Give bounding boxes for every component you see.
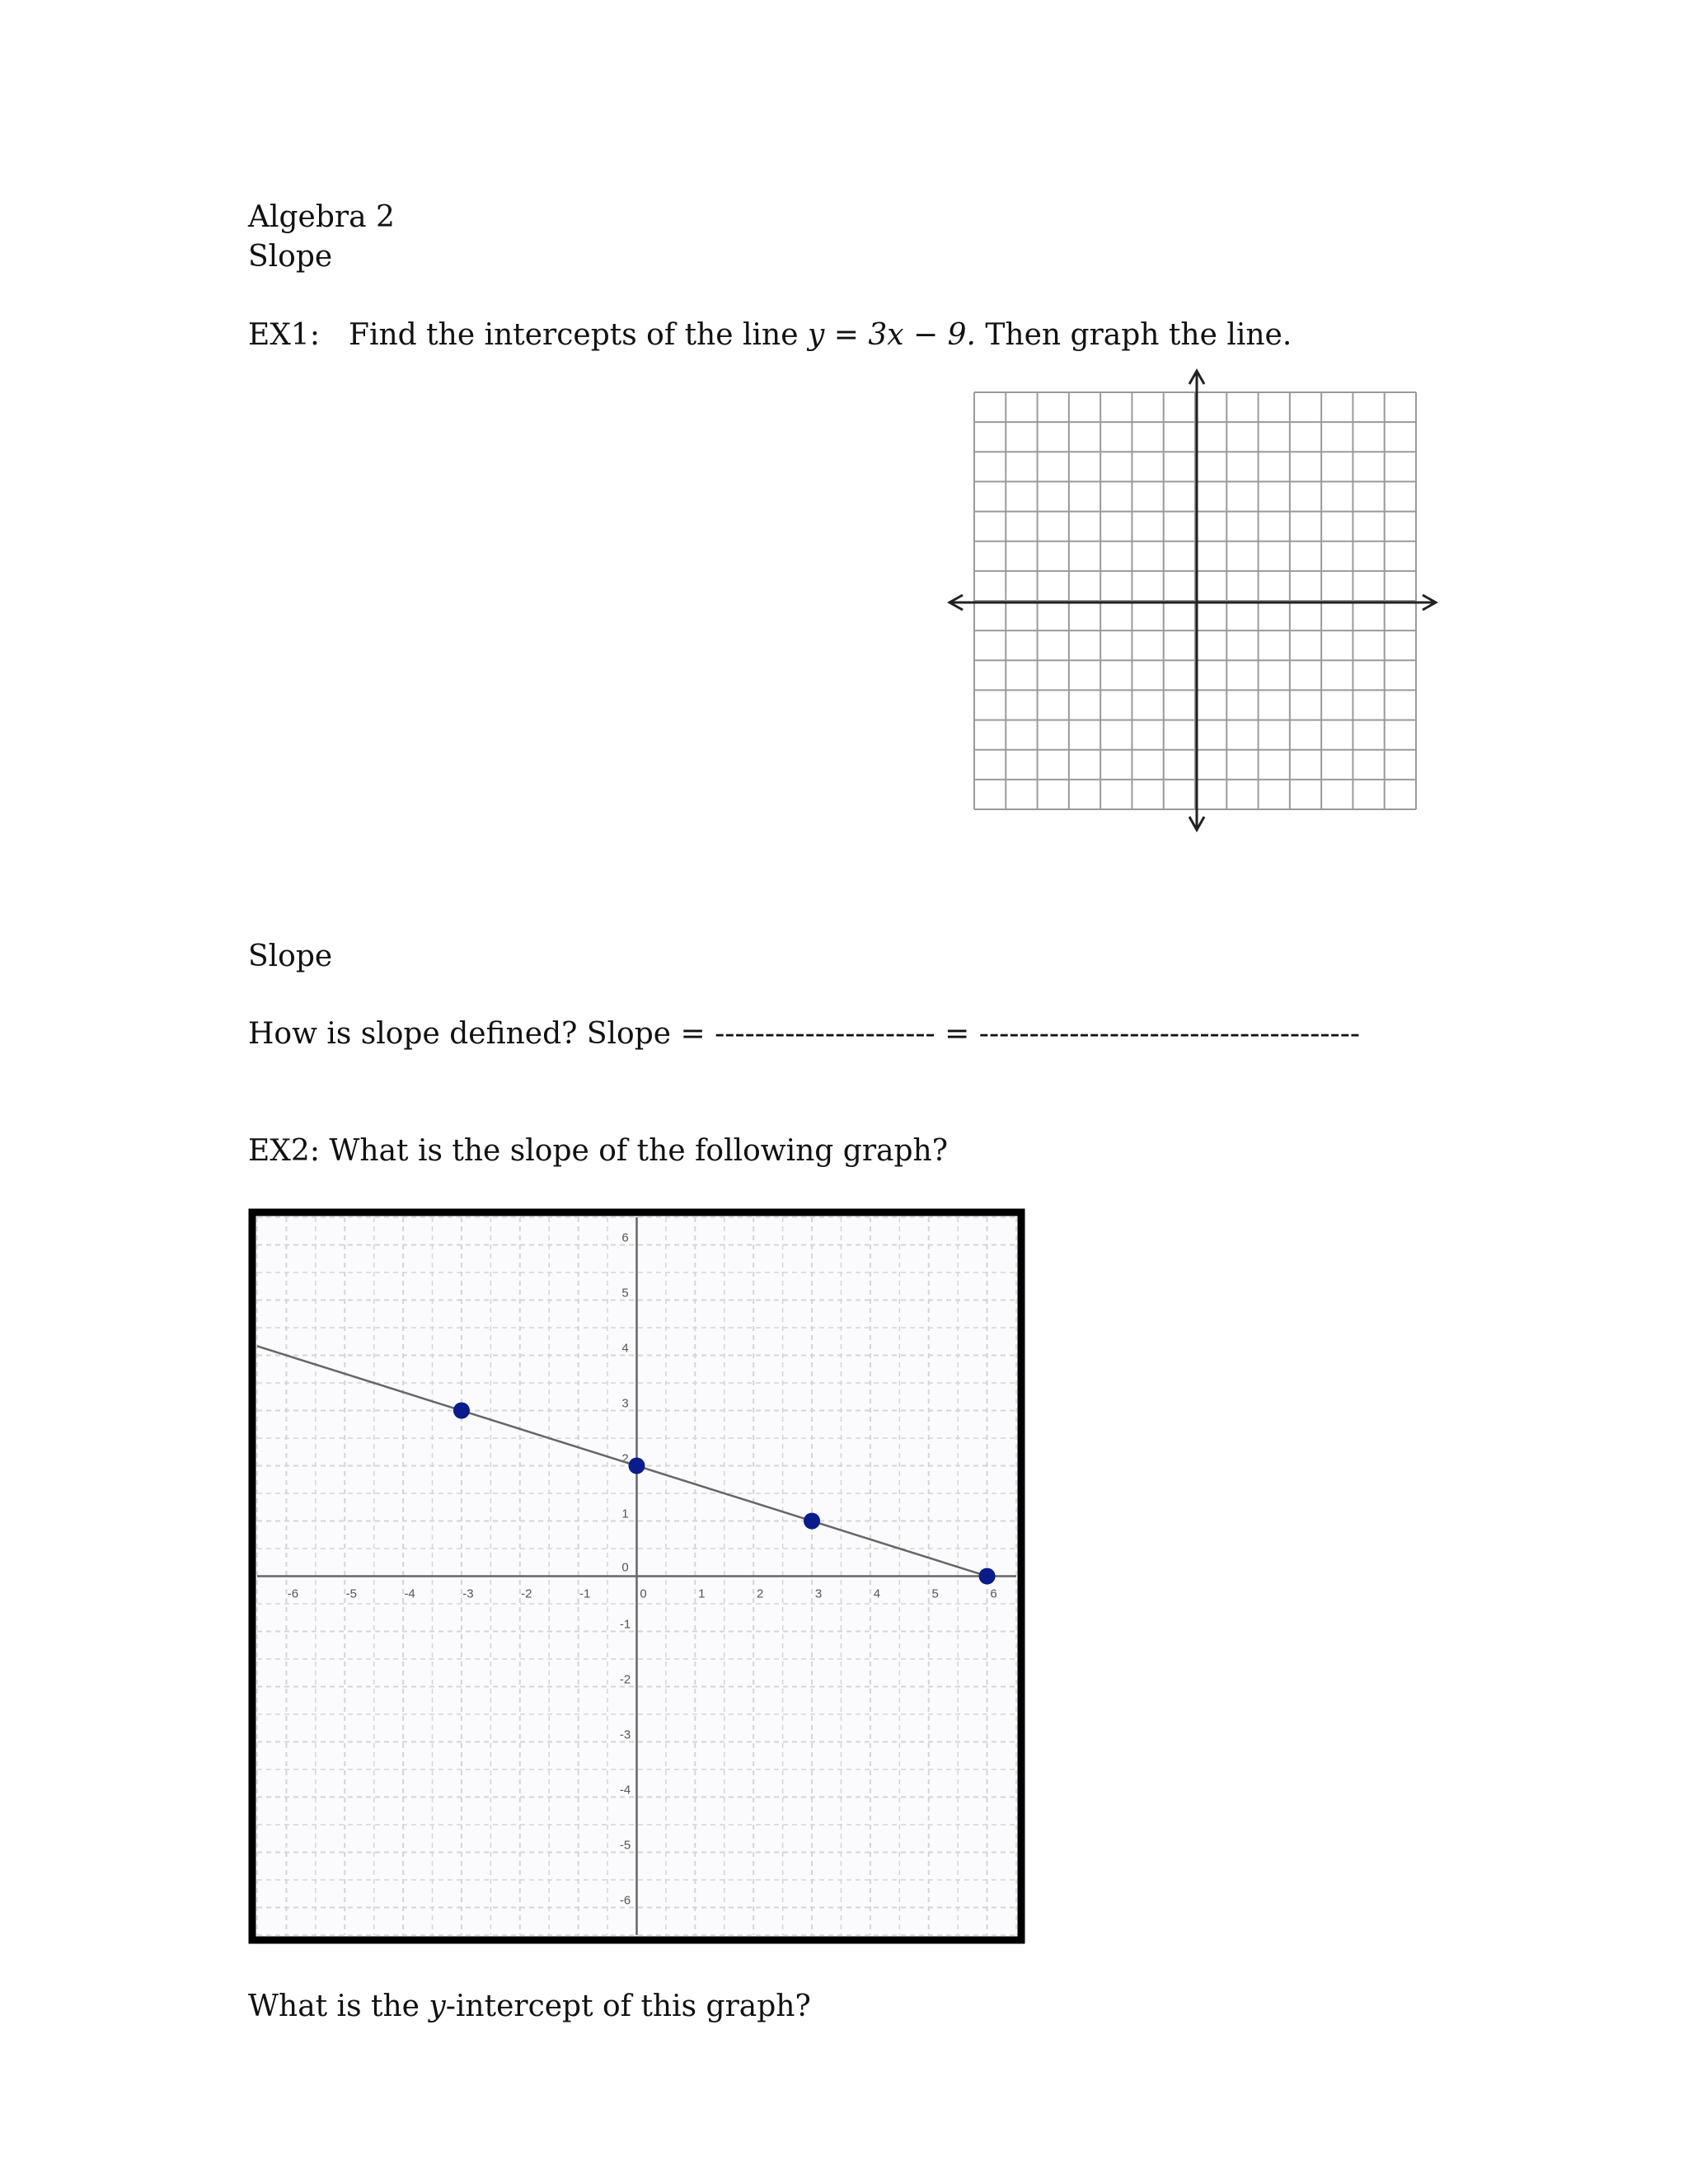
topic-title: Slope (248, 240, 333, 274)
y-tick-label: -2 (619, 1672, 631, 1687)
y-tick-label: -5 (619, 1838, 631, 1853)
answer-blank-2: -------------------------------------- (978, 1017, 1361, 1051)
data-point (629, 1458, 645, 1474)
x-tick-label: 1 (698, 1586, 706, 1601)
course-title: Algebra 2 (248, 200, 395, 234)
yint-prefix: What is the (248, 1990, 429, 2023)
answer-blank-1: ---------------------- (715, 1017, 935, 1051)
data-point (979, 1568, 996, 1585)
x-tick-label: -3 (462, 1586, 474, 1601)
ex1-equation: y = 3x − 9. (807, 318, 976, 352)
x-tick-label: 5 (931, 1586, 939, 1601)
x-tick-label: 3 (814, 1586, 823, 1601)
y-tick-label: -3 (619, 1727, 631, 1742)
y-tick-label: -6 (619, 1893, 631, 1908)
ex1-label: EX1: (248, 318, 320, 352)
y-tick-label: -1 (619, 1617, 631, 1632)
data-point (453, 1403, 470, 1419)
y-tick-label: 2 (621, 1451, 629, 1466)
yint-variable: y (429, 1990, 446, 2023)
origin-tick-label: 0 (621, 1560, 629, 1575)
y-tick-label: -4 (619, 1783, 631, 1797)
yint-suffix: -intercept of this graph? (445, 1990, 811, 2023)
y-tick-label: 3 (621, 1396, 629, 1411)
equals-sign: = (935, 1017, 979, 1051)
ex1-text-end: Then graph the line. (975, 318, 1292, 352)
x-tick-label: 2 (757, 1586, 764, 1601)
definition-question: How is slope defined? Slope = (248, 1017, 715, 1051)
x-tick-label: 4 (873, 1586, 881, 1601)
x-tick-label: -5 (345, 1586, 357, 1601)
y-tick-label: 1 (621, 1507, 629, 1521)
ex2-question: EX2: What is the slope of the following graph? (248, 1134, 949, 1168)
y-tick-label: 4 (621, 1341, 629, 1356)
x-tick-label: -1 (579, 1586, 591, 1601)
section-heading: Slope (248, 940, 333, 973)
x-tick-label: -6 (287, 1586, 299, 1601)
x-tick-label: 0 (640, 1586, 647, 1601)
y-tick-label: 5 (621, 1286, 629, 1301)
ex1-text: Find the intercepts of the line (349, 318, 808, 352)
y-tick-label: 6 (621, 1230, 629, 1245)
x-tick-label: 6 (990, 1586, 997, 1601)
x-tick-label: -2 (521, 1586, 532, 1601)
data-point (804, 1513, 820, 1530)
x-tick-label: -4 (404, 1586, 415, 1601)
